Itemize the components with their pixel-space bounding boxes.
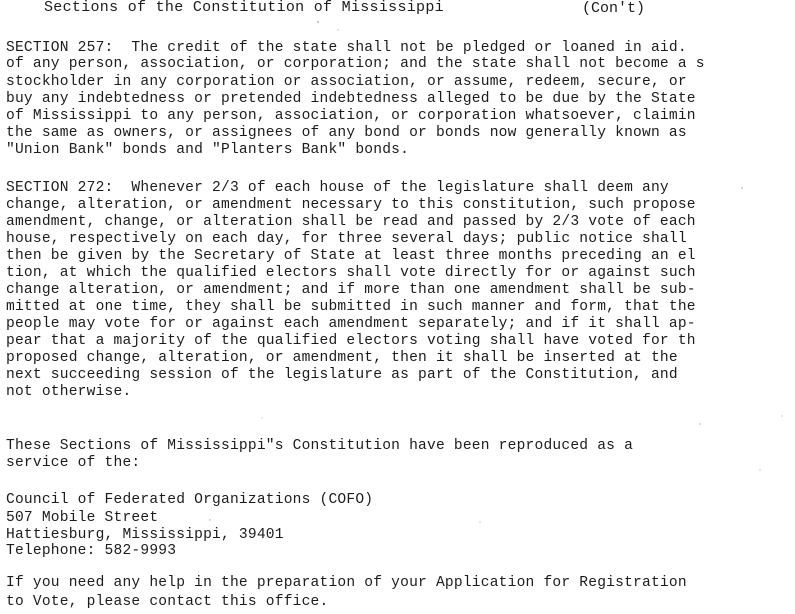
- section-257-line: stockholder in any corporation or association, or assume, redeem, secure, or: [6, 74, 687, 90]
- section-257-line: the same as owners, or assignees of any bond or bonds now generally known as: [6, 125, 687, 141]
- section-272-line: next succeeding session of the legislature as part of the Constitution, and: [6, 367, 678, 383]
- section-272-line: proposed change, alteration, or amendment, then it shall be inserted at the: [6, 350, 678, 366]
- section-272-line: pear that a majority of the qualified electors voting shall have voted for th: [6, 333, 696, 349]
- section-272-line: tion, at which the qualified electors shall vote directly for or against such: [6, 265, 696, 281]
- section-272-line: mitted at one time, they shall be submitted in such manner and form, that the: [6, 299, 696, 315]
- section-272-line: then be given by the Secretary of State at least three months preceding an el: [6, 248, 696, 264]
- section-257-line: buy any indebtedness or pretended indebtedness alleged to be due by the State: [6, 91, 696, 107]
- section-272-line: amendment, change, or alteration shall be read and passed by 2/3 vote of each: [6, 214, 696, 230]
- section-272-line: house, respectively on each day, for three several days; public notice shall: [6, 231, 687, 247]
- closing-line: If you need any help in the preparation of your Application for Registration: [6, 575, 687, 591]
- section-257-line: "Union Bank" bonds and "Planters Bank" bonds.: [6, 142, 410, 158]
- section-257-line: of Mississippi to any person, association, or corporation whatsoever, claimin: [6, 108, 696, 124]
- section-272-line: people may vote for or against each amendment separately; and if it shall ap-: [6, 316, 696, 332]
- section-272-line: change, alteration, or amendment necessary to this constitution, such propose: [6, 197, 696, 213]
- section-257-line: of any person, association, or corporation; and the state shall not become a s: [6, 56, 705, 72]
- city-address: Hattiesburg, Mississippi, 39401: [6, 527, 284, 543]
- service-note-line: These Sections of Mississippi"s Constitution have been reproduced as a: [6, 438, 634, 454]
- street-address: 507 Mobile Street: [6, 510, 159, 526]
- closing-line: to Vote, please contact this office.: [6, 594, 329, 610]
- organization-name: Council of Federated Organizations (COFO): [6, 492, 374, 508]
- service-note-line: service of the:: [6, 455, 141, 471]
- continued-label: (Con't): [582, 0, 646, 17]
- section-272-line: change alteration, or amendment; and if more than one amendment shall be sub-: [6, 282, 696, 298]
- section-272-line: not otherwise.: [6, 384, 132, 400]
- document-title: Sections of the Constitution of Mississippi: [44, 0, 444, 16]
- section-272-line: SECTION 272: Whenever 2/3 of each house of the legislature shall deem any: [6, 180, 669, 196]
- telephone-number: Telephone: 582-9993: [6, 543, 177, 559]
- section-257-line: SECTION 257: The credit of the state shall not be pledged or loaned in aid.: [6, 40, 687, 56]
